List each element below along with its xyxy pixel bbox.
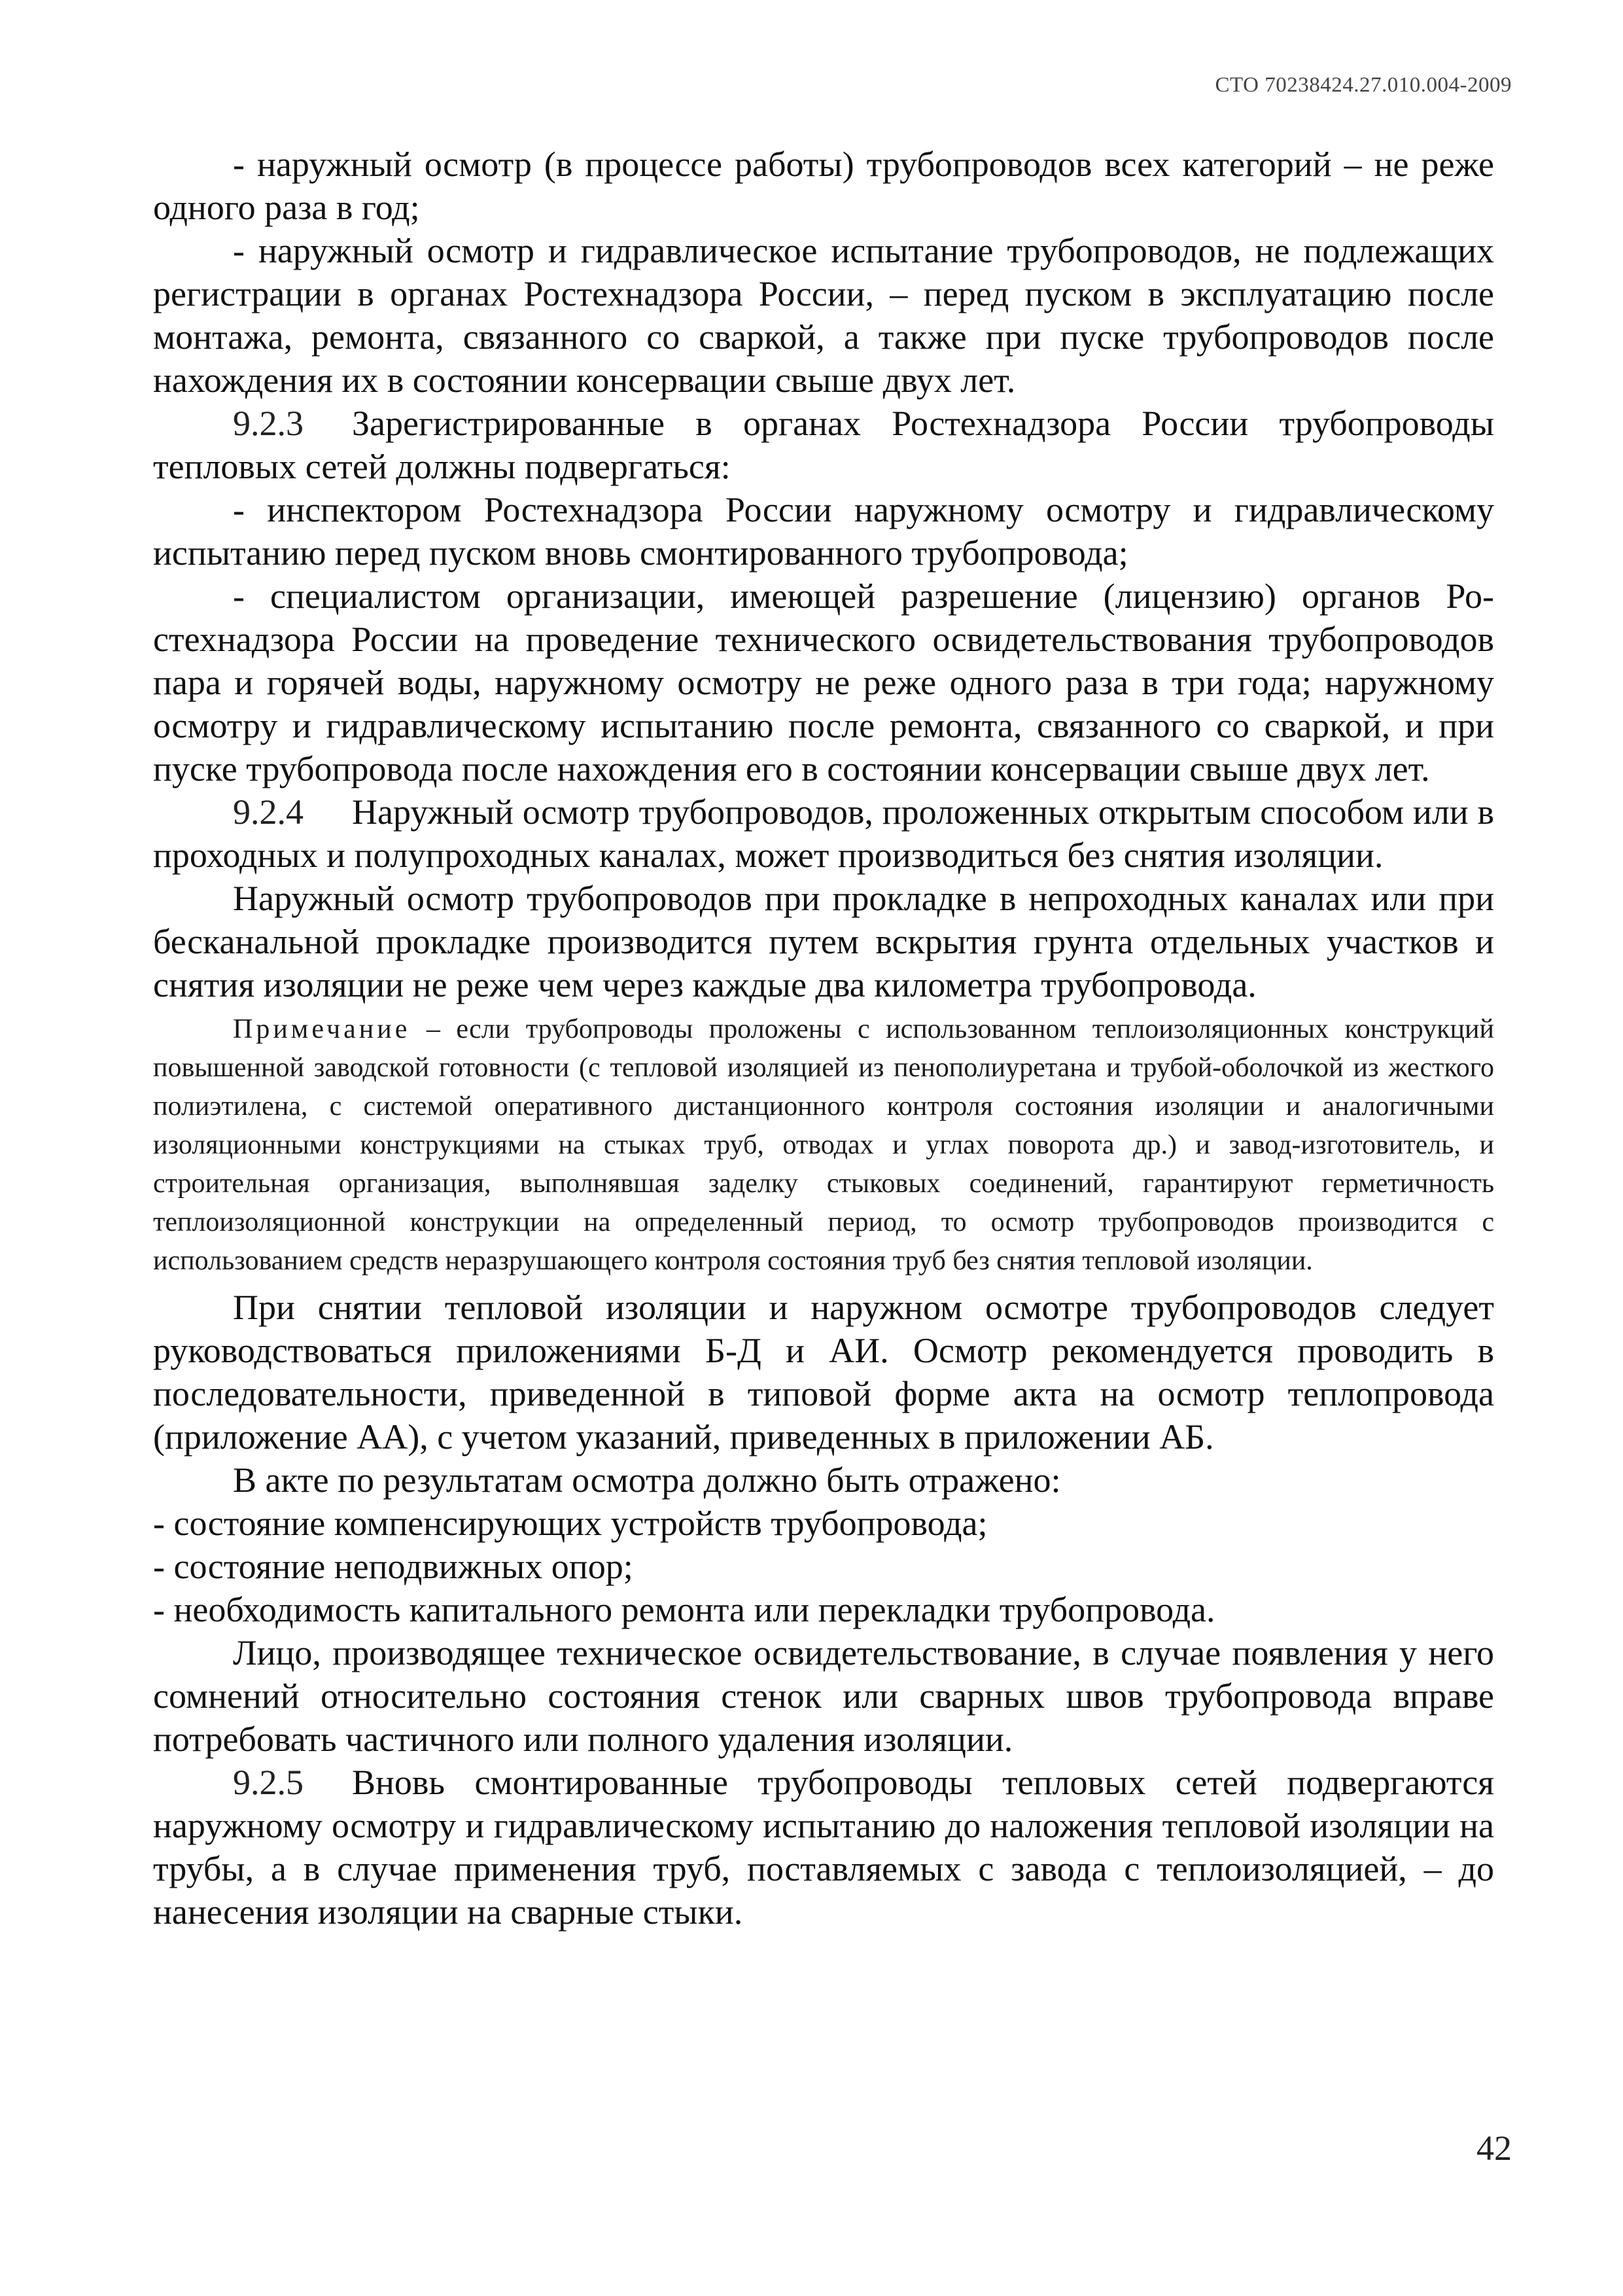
page-number: 42 (1476, 2128, 1512, 2168)
clause-text: Вновь смонтированные трубопроводы тепловых сетей подвергаются наружному осмотру и гидравлическому испытанию до наложения тепловой изоляции на трубы, а в случае применения труб, поставляемых с завода с теплоизоляцией, – до нанесения изоляции на сварные стыки. (153, 1763, 1494, 1932)
clause-text: Наружный осмотр трубопроводов, проложенных открытым способом или в проходных и полупроходных каналах, может производиться без снятия изоляции. (153, 792, 1494, 875)
list-item: - состояние компенсирующих устройств трубопровода; (153, 1504, 988, 1543)
note-label: Примечание (233, 1014, 411, 1044)
paragraph: В акте по результатам осмотра должно быть отражено: (233, 1460, 1061, 1500)
list-item: - наружный осмотр и гидравлическое испытание трубопроводов, не подлежащих регистрации в органах Ростехнадзора России, – перед пуском в эксплуатацию после монтажа, ремонта, связанного со сваркой, а также при пуске трубопроводов после нахождения их в состоянии консервации свыше двух лет. (153, 231, 1494, 400)
list-item: - наружный осмотр (в процессе работы) трубопроводов всех категорий – не реже одного раза в год; (153, 145, 1494, 227)
list-item: - необходимость капитального ремонта или перекладки трубопровода. (153, 1590, 1215, 1629)
clause-text: Зарегистрированные в органах Ростехнадзора России трубопроводы тепловых сетей должны подвергаться: (153, 404, 1494, 486)
note-text: – если трубопроводы проложены с использованном теплоизоляционных конструкций повышенной заводской готовности (с тепловой изоляцией из пенополиуретана и трубой-оболочкой из жесткого полиэтилена, с системой оперативного дистанционного контроля состояния изоляции и аналогичными изоляционными конструкциями на стыках труб, отводах и углах поворота др.) и завод-изготовитель, и строительная организация, выполнявшая заделку стыковых соединений, гарантируют герметичность теплоизоляционной конструкции на определенный период, то осмотр трубопроводов производится с использованием средств неразрушающего контроля состояния труб без снятия тепловой изоляции. (153, 1014, 1494, 1276)
page-body (153, 143, 1494, 1934)
list-item: - специалистом организации, имеющей разрешение (лицензию) органов Ростехнадзора России на проведение технического освидетельствования трубопроводов пара и горячей воды, наружному осмотру не реже одного раза в три года; наружному осмотру и гидравлическому испытанию после ремонта, связанного со сваркой, и при пуске трубопровода после нахождения его в состоянии консервации свыше двух лет. (153, 576, 1494, 788)
clause-9-2-3 (153, 402, 1494, 488)
note (153, 1010, 1494, 1280)
list-item: - состояние неподвижных опор; (153, 1547, 633, 1586)
clause-number: 9.2.5 (233, 1763, 304, 1802)
document-code-header: СТО 70238424.27.010.004-2009 (1215, 73, 1512, 97)
clause-9-2-4 (153, 790, 1494, 877)
clause-number: 9.2.4 (233, 792, 304, 832)
clause-number: 9.2.3 (233, 404, 304, 443)
paragraph: Наружный осмотр трубопроводов при прокладке в непроходных каналах или при бесканальной прокладке производится путем вскрытия грунта отдельных участков и снятия изоляции не реже чем через каждые два километра трубопровода. (153, 879, 1494, 1004)
list-item: - инспектором Ростехнадзора России наружному осмотру и гидравлическому испытанию перед пуском вновь смонтированного трубопровода; (153, 490, 1494, 573)
paragraph: Лицо, производящее техническое освидетельствование, в случае появления у него сомнений относительно состояния стенок или сварных швов трубопровода вправе потребовать частичного или полного удаления изоляции. (153, 1633, 1494, 1759)
clause-9-2-5 (153, 1761, 1494, 1934)
paragraph: При снятии тепловой изоляции и наружном осмотре трубопроводов следует руководствоваться приложениями Б-Д и АИ. Осмотр рекомендуется проводить в последовательности, приведенной в типовой форме акта на осмотр теплопровода (приложение АА), с учетом указаний, приведенных в приложении АБ. (153, 1288, 1494, 1457)
